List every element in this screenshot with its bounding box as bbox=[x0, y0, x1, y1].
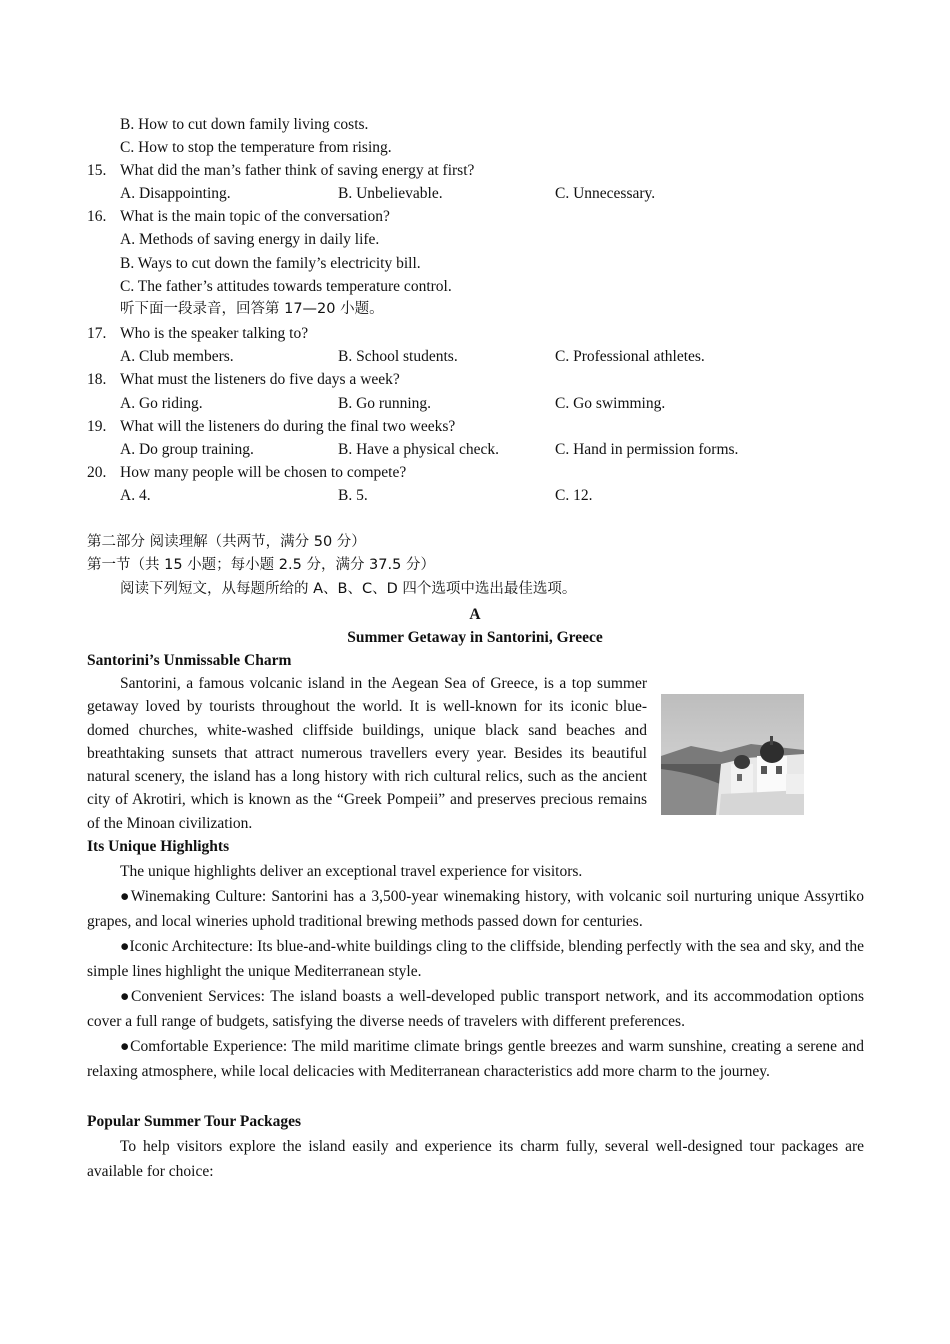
part-two-title: 第二部分 阅读理解（共两节，满分 50 分） bbox=[87, 534, 366, 550]
highlights-list bbox=[87, 859, 864, 1084]
highlight-winemaking: ●Winemaking Culture: Santorini has a 3,500-year winemaking history, with volcanic soil nurturing unique Assyrtiko grapes, and local wineries uphold traditional brewing methods passed down for centuries. bbox=[87, 888, 864, 930]
heading-tour-packages: Popular Summer Tour Packages bbox=[87, 1113, 302, 1130]
paragraph-packages bbox=[87, 1134, 864, 1184]
q18-stem: What must the listeners do five days a week? bbox=[120, 371, 400, 388]
q15-option-b: B. Unbelievable. bbox=[338, 185, 443, 202]
q17-stem: Who is the speaker talking to? bbox=[120, 325, 309, 342]
q14-option-c: C. How to stop the temperature from rising. bbox=[120, 139, 392, 156]
q18-option-a: A. Go riding. bbox=[120, 395, 203, 412]
q17-option-b: B. School students. bbox=[338, 348, 458, 365]
q15-option-c: C. Unnecessary. bbox=[555, 185, 656, 202]
q18-option-c: C. Go swimming. bbox=[555, 395, 666, 412]
q16-option-b: B. Ways to cut down the family’s electricity bill. bbox=[120, 255, 421, 272]
q19-option-a: A. Do group training. bbox=[120, 441, 254, 458]
q17-option-a: A. Club members. bbox=[120, 348, 234, 365]
section-one-title: 第一节（共 15 小题；每小题 2.5 分，满分 37.5 分） bbox=[87, 557, 435, 573]
q15-stem: What did the man’s father think of saving energy at first? bbox=[120, 162, 475, 179]
highlight-architecture: ●Iconic Architecture: Its blue-and-white buildings cling to the cliffside, blending perfectly with the sea and sky, and the simple lines highlight the unique Mediterranean style. bbox=[87, 938, 864, 980]
paragraph-charm-text: Santorini, a famous volcanic island in the Aegean Sea of Greece, is a top summer getaway loved by tourists throughout the world. It is well-known for its iconic blue-domed churches, white-washed cliffside buildings, unique black sand beaches and breathtaking sunsets that attract numerous travellers every year. Besides its beautiful natural scenery, the island has a long history with rich cultural relics, such as the ancient city of Akrotiri, which is known as the “Greek Pompeii” and preserves precious remains of the Minoan civilization. bbox=[87, 675, 647, 832]
q19-stem: What will the listeners do during the final two weeks? bbox=[120, 418, 456, 435]
q19-option-c: C. Hand in permission forms. bbox=[555, 441, 739, 458]
highlights-intro: The unique highlights deliver an exceptional travel experience for visitors. bbox=[120, 863, 583, 880]
reading-instruction: 阅读下列短文，从每题所给的 A、B、C、D 四个选项中选出最佳选项。 bbox=[120, 581, 577, 597]
q15-number: 15. bbox=[87, 162, 107, 179]
q19-option-b: B. Have a physical check. bbox=[338, 441, 499, 458]
q16-number: 16. bbox=[87, 208, 107, 225]
santorini-photo bbox=[661, 694, 804, 815]
highlight-services: ●Convenient Services: The island boasts a well-developed public transport network, and its accommodation options cover a full range of budgets, satisfying the diverse needs of travelers with different preferences. bbox=[87, 988, 864, 1030]
q18-number: 18. bbox=[87, 371, 107, 388]
q15-option-a: A. Disappointing. bbox=[120, 185, 231, 202]
q20-number: 20. bbox=[87, 464, 107, 481]
q20-option-c: C. 12. bbox=[555, 487, 593, 504]
highlight-experience: ●Comfortable Experience: The mild maritime climate brings gentle breezes and warm sunshine, creating a serene and relaxing atmosphere, while local delicacies with Mediterranean characteristics add more charm to the journey. bbox=[87, 1038, 864, 1080]
q18-option-b: B. Go running. bbox=[338, 395, 431, 412]
q14-option-b: B. How to cut down family living costs. bbox=[120, 116, 369, 133]
q16-stem: What is the main topic of the conversation? bbox=[120, 208, 390, 225]
q20-option-b: B. 5. bbox=[338, 487, 368, 504]
heading-highlights: Its Unique Highlights bbox=[87, 838, 230, 855]
q19-number: 19. bbox=[87, 418, 107, 435]
q20-option-a: A. 4. bbox=[120, 487, 151, 504]
q17-number: 17. bbox=[87, 325, 107, 342]
q16-option-a: A. Methods of saving energy in daily life. bbox=[120, 231, 380, 248]
passage-title: Summer Getaway in Santorini, Greece bbox=[347, 629, 603, 646]
q20-stem: How many people will be chosen to compete? bbox=[120, 464, 407, 481]
q16-option-c: C. The father’s attitudes towards temperature control. bbox=[120, 278, 452, 295]
paragraph-packages-text: To help visitors explore the island easily and experience its charm fully, several well-designed tour packages are available for choice: bbox=[87, 1138, 864, 1180]
q17-option-c: C. Professional athletes. bbox=[555, 348, 705, 365]
passage-letter: A bbox=[469, 606, 481, 623]
instruction-17-20: 听下面一段录音，回答第 17—20 小题。 bbox=[120, 301, 384, 317]
heading-charm: Santorini’s Unmissable Charm bbox=[87, 652, 292, 669]
